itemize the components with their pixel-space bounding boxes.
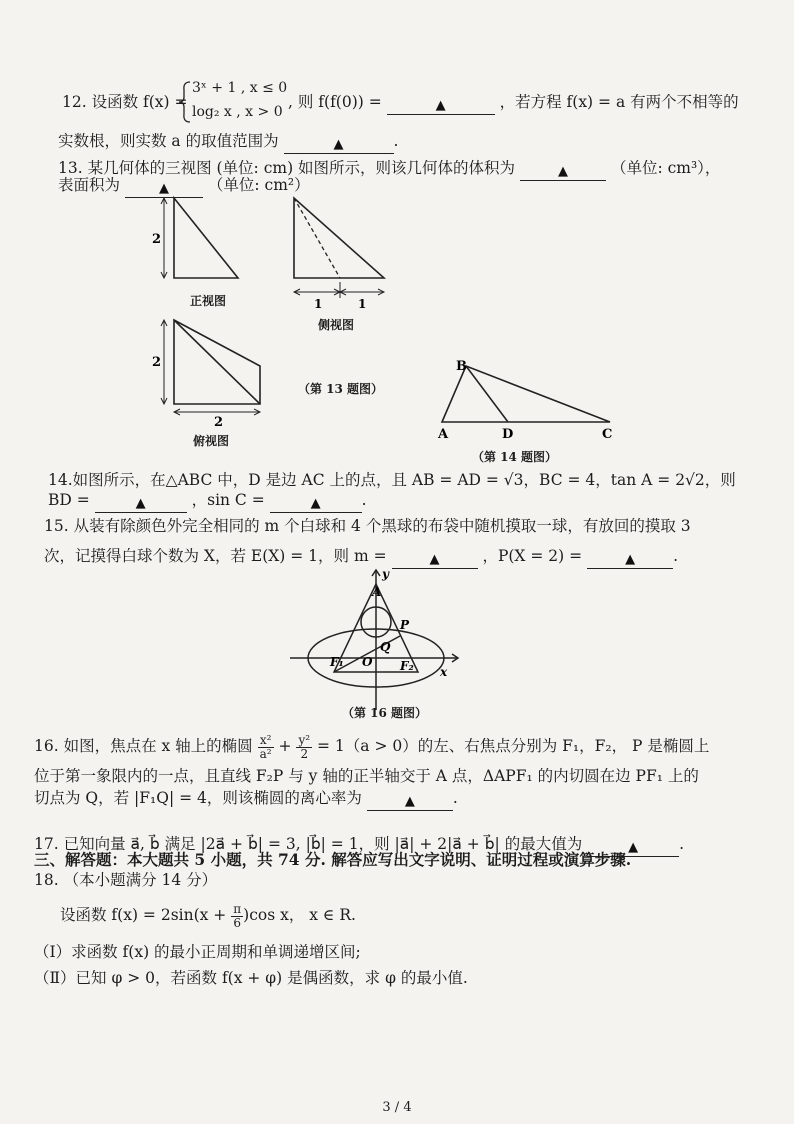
q15-line2-mid: ，P(X = 2) = [482, 547, 583, 565]
q12-line1 [62, 92, 188, 112]
q16-line1-end: = 1（a > 0）的左、右焦点分别为 F₁，F₂， P 是椭圆上 [317, 737, 710, 755]
fraction-pi-6 [231, 903, 243, 930]
q16-line3 [34, 788, 458, 809]
frac-den: 2 [300, 746, 309, 761]
q12-piece1: 3ˣ + 1 , x ≤ 0 [192, 80, 288, 96]
frac-den: a² [259, 746, 272, 761]
q18-head: 18. （本小题满分 14 分） [34, 871, 218, 889]
fraction-y2-2 [296, 734, 312, 761]
plus-sign: + [278, 737, 292, 755]
answer-mark: ▲ [158, 181, 169, 196]
q14-line2-mid: ，sin C = [191, 491, 265, 509]
answer-mark: ▲ [333, 137, 344, 152]
front-view-label: 正视图 [190, 294, 227, 308]
answer-mark: ▲ [404, 794, 415, 809]
q15-line1: 15. 从装有除颜色外完全相同的 m 个白球和 4 个黑球的布袋中随机摸取一球，有放回的摸取 3 [44, 517, 691, 535]
pt-d: D [502, 427, 514, 442]
lbl-f1: F₁ [330, 655, 344, 669]
q12-piece2: log₂ x , x > 0 [192, 104, 283, 120]
q18-part1: （Ⅰ）求函数 f(x) 的最小正周期和单调递增区间; [34, 943, 361, 961]
q17-line1-text: 17. 已知向量 a⃗, b⃗ 满足 |2a⃗ + b⃗| = 3, |b⃗| = 1，则 |a⃗| + 2|a⃗ + b⃗| 的最大值为 [34, 835, 583, 853]
answer-blank[interactable] [520, 162, 606, 181]
frac-num: π [233, 901, 242, 916]
q14-line2-end: . [361, 491, 367, 509]
q13-line2-end: （单位: cm²） [207, 176, 310, 194]
q17-line1-end: . [679, 835, 685, 853]
q12-suffix: ，若方程 f(x) = a 有两个不相等的 [499, 93, 739, 111]
answer-mark: ▲ [135, 496, 146, 511]
top-view [161, 320, 260, 415]
q14-figure [432, 360, 622, 460]
answer-mark: ▲ [558, 164, 568, 179]
section-3-heading: 三、解答题：本大题共 5 小题，共 74 分. 解答应写出文字说明、证明过程或演算步骤. [34, 850, 632, 869]
lbl-o: O [362, 655, 373, 669]
answer-mark: ▲ [429, 552, 440, 567]
q16-line2: 位于第一象限内的一点，且直线 F₂P 与 y 轴的正半轴交于 A 点，ΔAPF₁ 的内切圆在边 PF₁ 上的 [34, 767, 699, 785]
answer-mark: ▲ [625, 552, 636, 567]
top-view-label: 俯视图 [193, 434, 230, 448]
frac-num: y² [298, 732, 311, 747]
top-dim-left: 2 [152, 355, 162, 370]
pt-c: C [602, 427, 613, 442]
frac-num: x² [258, 734, 274, 748]
q13-figure [140, 190, 440, 450]
pt-b: B [456, 360, 467, 374]
q12-prefix: 12. 设函数 f(x) = [62, 93, 188, 111]
frac-den: 6 [233, 915, 242, 930]
top-dim-bottom: 2 [214, 415, 224, 430]
q16-caption: （第 16 题图） [342, 706, 428, 720]
answer-mark: ▲ [435, 98, 446, 113]
q15-line2-end: . [673, 547, 679, 565]
q16-line1-start: 16. 如图，焦点在 x 轴上的椭圆 [34, 737, 253, 755]
q14-caption: （第 14 题图） [472, 450, 558, 464]
side-view-label: 侧视图 [318, 318, 355, 332]
q18-func-end: )cos x， x ∈ R. [243, 906, 356, 924]
page-number: 3 / 4 [382, 1100, 412, 1115]
q14-line2-start: BD = [48, 491, 90, 509]
q13-line2-start: 表面积为 [58, 176, 121, 194]
q18-part2: （Ⅱ）已知 φ > 0，若函数 f(x + φ) 是偶函数，求 φ 的最小值. [34, 969, 468, 987]
answer-blank[interactable] [95, 494, 187, 513]
q13-line1-end: （单位: cm³）， [610, 159, 721, 177]
answer-mark: ▲ [310, 496, 321, 511]
lbl-q: Q [380, 640, 391, 654]
pt-a: A [438, 427, 449, 442]
q18-func [60, 900, 356, 930]
fraction-x2-a2 [258, 734, 274, 761]
side-dim-left: 1 [314, 297, 323, 311]
lbl-f2: F₂ [400, 659, 414, 673]
lbl-a: A [372, 585, 382, 599]
q16-line3-start: 切点为 Q，若 |F₁Q| = 4，则该椭圆的离心率为 [34, 789, 362, 807]
q14-line2 [48, 490, 367, 511]
lbl-x: x [440, 665, 448, 679]
lbl-y: y [382, 567, 389, 581]
q12-line1-rest [288, 92, 739, 113]
q14-line1: 14.如图所示，在△ABC 中，D 是边 AC 上的点，且 AB = AD = √3，BC = 4，tan A = 2√2，则 [48, 471, 736, 489]
front-dim: 2 [152, 232, 162, 247]
q16-line1 [34, 732, 709, 761]
q13-line1-text: 13. 某几何体的三视图 (单位: cm) 如图所示，则该几何体的体积为 [58, 159, 516, 177]
q16-line3-end: . [452, 789, 458, 807]
lbl-p: P [400, 618, 410, 632]
side-view [294, 198, 384, 298]
q12-line2-text: 实数根，则实数 a 的取值范围为 [58, 132, 279, 150]
q15-line2-start: 次，记摸得白球个数为 X，若 E(X) = 1，则 m = [44, 547, 387, 565]
q18-func-start: 设函数 f(x) = 2sin(x + [60, 906, 227, 924]
q13-caption: （第 13 题图） [298, 382, 384, 396]
q12-line2-end: . [393, 132, 399, 150]
answer-blank[interactable] [587, 550, 673, 569]
q12-mid: , 则 f(f(0)) = [288, 93, 382, 111]
side-dim-right: 1 [358, 297, 367, 311]
q12-line2 [58, 131, 398, 152]
q12-brace [178, 80, 192, 124]
answer-blank[interactable] [367, 792, 453, 811]
answer-blank[interactable] [387, 96, 495, 115]
front-view [161, 198, 238, 278]
answer-mark: ▲ [628, 840, 639, 855]
answer-blank[interactable] [270, 494, 362, 513]
answer-blank[interactable] [284, 135, 394, 154]
q16-figure [290, 562, 470, 712]
